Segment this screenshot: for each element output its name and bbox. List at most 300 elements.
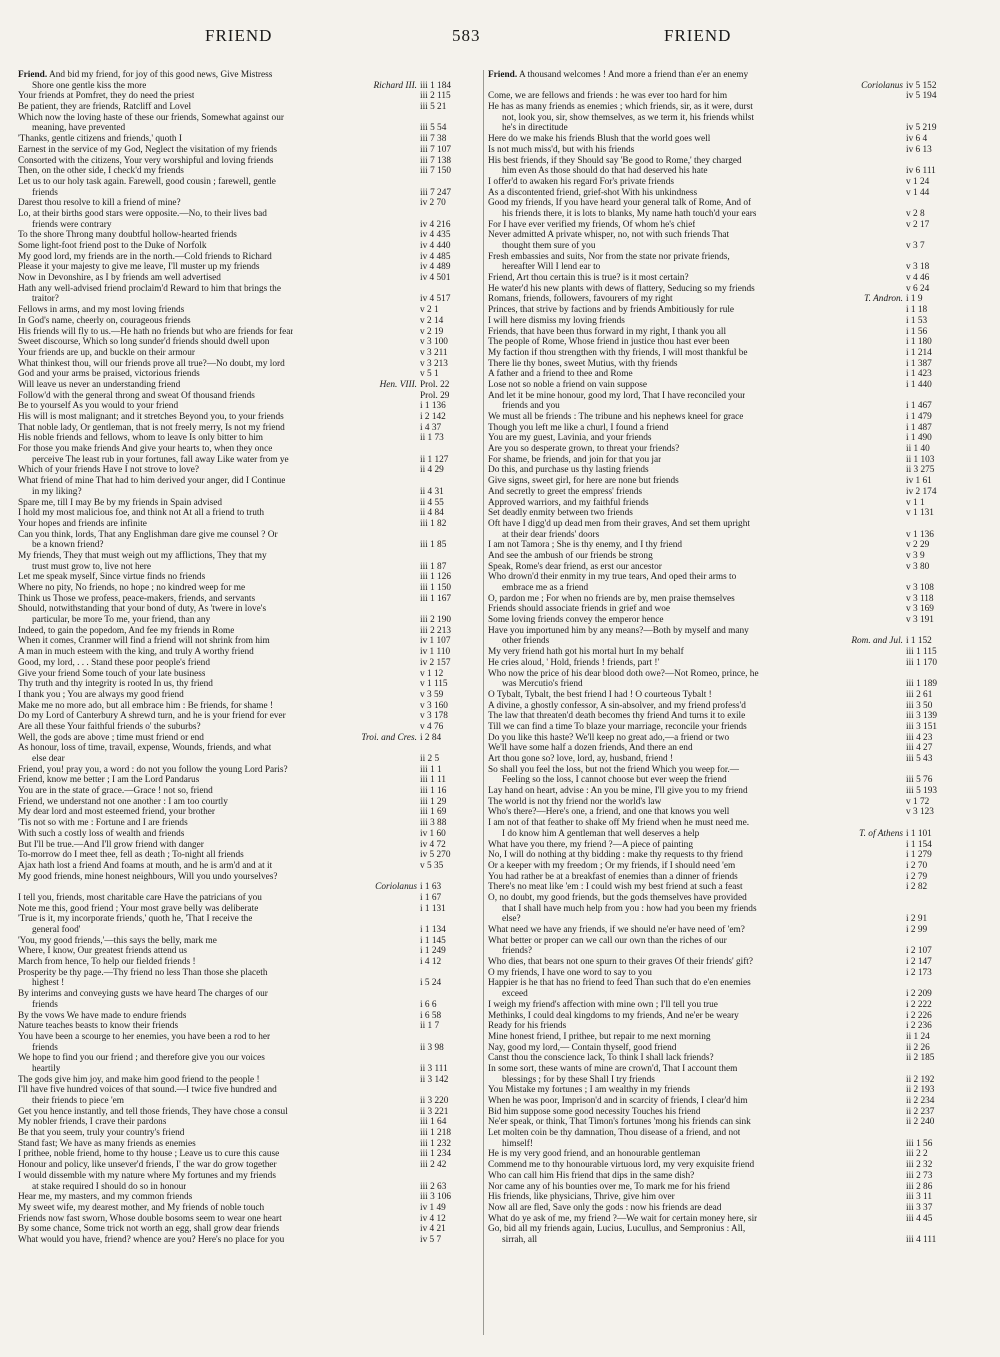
- act-scene-line-reference: iv 4 440: [420, 241, 451, 251]
- concordance-line: [18, 872, 480, 883]
- quotation-text: Friends, that have been thus forward in my right, I thank you all: [488, 326, 727, 337]
- concordance-line: [488, 444, 966, 455]
- concordance-line: [18, 465, 480, 476]
- quotation-text: I prithee, noble friend, home to thy house ; Leave us to cure this cause: [18, 1149, 280, 1160]
- concordance-line: [18, 123, 480, 134]
- concordance-line: [18, 1214, 480, 1225]
- act-scene-line-reference: ii 3 98: [420, 1042, 444, 1053]
- act-scene-line-reference: i 1 279: [906, 850, 932, 861]
- act-scene-line-reference: i 2 70: [906, 860, 928, 871]
- quotation-text: Indeed, to gain the popedom, And fee my friends in Rome: [18, 625, 235, 636]
- concordance-line: [488, 1139, 966, 1150]
- quotation-text: else?: [502, 914, 521, 925]
- quotation-text: friends: [32, 999, 58, 1010]
- concordance-line: [488, 1075, 966, 1086]
- act-scene-line-reference: v 3 9: [906, 550, 925, 561]
- concordance-line: [488, 412, 966, 423]
- act-scene-line-reference: v 3 191: [906, 615, 934, 626]
- quotation-text: Happier is he that has no friend to feed Than such that do e'en enemies: [488, 978, 751, 989]
- act-scene-line-reference: iv 5 194: [906, 91, 937, 102]
- quotation-text: That noble lady, Or gentleman, that is not freely merry, Is not my friend: [18, 422, 285, 433]
- quotation-text: By some chance, Some trick not worth an egg, shall grow dear friends: [18, 1224, 280, 1235]
- concordance-line: [18, 968, 480, 979]
- quotation-text: What need we have any friends, if we should ne'er have need of 'em?: [488, 925, 745, 935]
- concordance-line: [18, 1224, 480, 1235]
- act-scene-line-reference: iii 7 38: [420, 134, 447, 145]
- quotation-text: I hold my most malicious foe, and think not At all a friend to truth: [18, 508, 265, 519]
- concordance-line: [18, 850, 480, 861]
- act-scene-line-reference: iii 1 56: [906, 1138, 933, 1149]
- quotation-text: What friend of mine That had to him derived your anger, did I Continue: [18, 476, 286, 487]
- act-scene-line-reference: iii 1 184: [420, 80, 451, 91]
- act-scene-line-reference: iii 2 86: [906, 1181, 933, 1192]
- concordance-line: [18, 669, 480, 680]
- concordance-line: [488, 583, 966, 594]
- quotation-text: In some sort, these wants of mine are crown'd, That I account them: [488, 1063, 738, 1074]
- quotation-text: Think us Those we profess, peace-makers, friends, and servants: [18, 593, 256, 604]
- quotation-text: he's in directitude: [502, 123, 568, 134]
- quotation-text: Go, bid all my friends again, Lucius, Lucullus, and Sempronius : All,: [488, 1224, 746, 1235]
- quotation-text: Be that you seem, truly your country's friend: [18, 1128, 185, 1139]
- quotation-text: traitor?: [32, 294, 59, 305]
- concordance-line: [18, 765, 480, 776]
- concordance-line: [488, 198, 966, 209]
- quotation-text: I would dissemble with my nature where My fortunes and my friends: [18, 1170, 276, 1181]
- act-scene-line-reference: iii 2 32: [906, 1160, 933, 1171]
- act-scene-line-reference: i 1 53: [906, 315, 928, 326]
- act-scene-line-reference: v 3 160: [420, 700, 448, 711]
- quotation-text: Approved warriors, and my faithful friends: [488, 497, 649, 508]
- concordance-line: [488, 1096, 966, 1107]
- concordance-line: [488, 123, 966, 134]
- act-scene-line-reference: i 1 145: [420, 935, 446, 946]
- concordance-line: [488, 968, 966, 979]
- act-scene-line-reference: v 3 80: [906, 561, 930, 572]
- quotation-text: Who's there?—Here's one, a friend, and one that knows you well: [488, 807, 730, 818]
- quotation-text: Should, notwithstanding that your bond of duty, As 'twere in love's: [18, 604, 267, 615]
- act-scene-line-reference: iii 3 50: [906, 700, 933, 711]
- act-scene-line-reference: iii 1 29: [420, 796, 447, 807]
- concordance-line: [488, 615, 966, 626]
- quotation-text: By the vows We have made to endure friends: [18, 1010, 187, 1021]
- concordance-line: [18, 1021, 480, 1032]
- concordance-line: [488, 305, 966, 316]
- quotation-text: A man in much esteem with the king, and truly A worthy friend: [18, 647, 254, 658]
- concordance-line: [18, 1000, 480, 1011]
- quotation-text: And let it be mine honour, good my lord, That I have reconciled your: [488, 390, 746, 401]
- concordance-line: [18, 348, 480, 359]
- quotation-text: Earnest in the service of my God, Neglect the visitation of my friends: [18, 144, 277, 155]
- quotation-text: Ready for his friends: [488, 1021, 567, 1032]
- concordance-line: [488, 861, 966, 872]
- quotation-text: What do ye ask of me, my friend ?—We wait for certain money here, sir: [488, 1213, 758, 1224]
- concordance-line: [488, 145, 966, 156]
- quotation-text: Lose not so noble a friend on vain suppose: [488, 379, 648, 390]
- quotation-text: Commend me to thy honourable virtuous lord, my very exquisite friend: [488, 1160, 755, 1171]
- concordance-line: [18, 743, 480, 754]
- quotation-text: I weigh my friend's affection with mine own ; I'll tell you true: [488, 999, 718, 1010]
- quotation-text: Spare me, till I may Be by my friends in Spain advised: [18, 497, 222, 508]
- act-scene-line-reference: iii 5 54: [420, 123, 447, 134]
- act-scene-line-reference: iv 2 70: [420, 198, 446, 209]
- concordance-line: [18, 113, 480, 124]
- quotation-text: Who now the price of his dear blood doth owe?—Not Romeo, prince, he: [488, 668, 759, 679]
- quotation-text: And secretly to greet the empress' friends: [488, 486, 642, 497]
- concordance-line: [488, 156, 966, 167]
- act-scene-line-reference: iii 2 115: [420, 91, 451, 102]
- concordance-line: [18, 1203, 480, 1214]
- concordance-line: [488, 711, 966, 722]
- concordance-line: [488, 989, 966, 1000]
- concordance-line: [18, 444, 480, 455]
- act-scene-line-reference: v 1 136: [906, 529, 934, 540]
- act-scene-line-reference: iii 2 63: [420, 1181, 447, 1192]
- concordance-line: [488, 102, 966, 113]
- concordance-line: [488, 241, 966, 252]
- act-scene-line-reference: i 1 490: [906, 433, 932, 444]
- quotation-text: When he was poor, Imprison'd and in scarcity of friends, I clear'd him: [488, 1096, 748, 1106]
- act-scene-line-reference: v 4 76: [420, 721, 444, 732]
- quotation-text: blessings ; for by these Shall I try friends: [502, 1074, 655, 1085]
- quotation-text: Friend, Art thou certain this is true? is it most certain?: [488, 273, 689, 284]
- act-scene-line-reference: iv 6 13: [906, 144, 932, 155]
- quotation-text: You have been a scourge to her enemies, you have been a rod to her: [18, 1031, 271, 1042]
- quotation-text: Make me no more ado, but all embrace him : Be friends, for shame !: [18, 700, 274, 711]
- act-scene-line-reference: Prol. 29: [420, 390, 450, 401]
- quotation-text: Never admitted A private whisper, no, not with such friends That: [488, 230, 730, 241]
- left-column: [18, 70, 480, 1350]
- act-scene-line-reference: iii 4 27: [906, 743, 933, 754]
- quotation-text: Are all these Your faithful friends o' the suburbs?: [18, 721, 201, 732]
- concordance-line: [18, 604, 480, 615]
- concordance-line: [18, 401, 480, 412]
- quotation-text: Now in Devonshire, as I by friends am well advertised: [18, 273, 221, 284]
- act-scene-line-reference: iii 5 193: [906, 786, 937, 797]
- concordance-line: [488, 882, 966, 893]
- act-scene-line-reference: i 1 214: [906, 347, 932, 358]
- concordance-line: [488, 636, 966, 647]
- act-scene-line-reference: ii 3 111: [420, 1063, 448, 1074]
- concordance-line: [488, 679, 966, 690]
- quotation-text: Though you left me like a churl, I found a friend: [488, 422, 669, 433]
- act-scene-line-reference: i 4 37: [420, 422, 442, 433]
- act-scene-line-reference: i 1 136: [420, 401, 446, 412]
- concordance-line: [18, 978, 480, 989]
- act-scene-line-reference: v 2 29: [906, 540, 930, 551]
- concordance-line: [18, 70, 480, 81]
- act-scene-line-reference: ii 4 55: [420, 497, 444, 508]
- concordance-line: [18, 369, 480, 380]
- concordance-line: [18, 412, 480, 423]
- quotation-text: And see the ambush of our friends be strong: [488, 550, 653, 561]
- concordance-line: [488, 540, 966, 551]
- act-scene-line-reference: v 3 100: [420, 337, 448, 348]
- concordance-line: [488, 530, 966, 541]
- act-scene-line-reference: v 2 14: [420, 315, 444, 326]
- concordance-line: [18, 455, 480, 466]
- act-scene-line-reference: v 3 118: [906, 593, 934, 604]
- act-scene-line-reference: i 1 9: [906, 294, 923, 305]
- quotation-text: A father and a friend to thee and Rome: [488, 369, 633, 380]
- act-scene-line-reference: iii 2 42: [420, 1160, 447, 1171]
- concordance-line: [18, 91, 480, 102]
- quotation-text: heartily: [32, 1063, 61, 1074]
- concordance-line: [488, 626, 966, 637]
- concordance-line: [18, 327, 480, 338]
- act-scene-line-reference: v 3 211: [420, 347, 448, 358]
- concordance-line: [488, 572, 966, 583]
- quotation-text: Here do we make his friends Blush that the world goes well: [488, 134, 711, 145]
- quotation-text: himself!: [502, 1138, 533, 1149]
- concordance-line: [488, 957, 966, 968]
- concordance-line: [488, 797, 966, 808]
- concordance-line: [488, 519, 966, 530]
- quotation-text: His friends will fly to us.—He hath no friends but who are friends for fear: [18, 326, 294, 337]
- concordance-line: [488, 316, 966, 327]
- quotation-text: Do this, and purchase us thy lasting friends: [488, 465, 649, 476]
- concordance-line: [18, 1032, 480, 1043]
- act-scene-line-reference: ii 2 5: [420, 754, 440, 764]
- concordance-line: [18, 989, 480, 1000]
- act-scene-line-reference: ii 4 84: [420, 508, 444, 519]
- act-scene-line-reference: i 1 440: [906, 379, 932, 390]
- act-scene-line-reference: iv 6 4: [906, 134, 928, 145]
- act-scene-line-reference: iii 1 218: [420, 1128, 451, 1139]
- act-scene-line-reference: iv 5 270: [420, 850, 451, 861]
- quotation-text: For shame, be friends, and join for that you jar: [488, 454, 662, 465]
- quotation-text: There's no meat like 'em : I could wish my best friend at such a feast: [488, 882, 743, 893]
- act-scene-line-reference: v 1 44: [906, 187, 930, 198]
- concordance-line: [488, 829, 966, 840]
- act-scene-line-reference: iii 3 151: [906, 721, 937, 732]
- concordance-line: [488, 1235, 966, 1246]
- act-scene-line-reference: i 1 479: [906, 412, 932, 422]
- concordance-line: [18, 733, 480, 744]
- act-scene-line-reference: iii 1 115: [906, 647, 937, 658]
- concordance-line: [18, 1117, 480, 1128]
- quotation-text: Or a keeper with my freedom ; Or my friends, if I should need 'em: [488, 860, 736, 871]
- act-scene-line-reference: ii 2 26: [906, 1042, 930, 1053]
- act-scene-line-reference: v 1 115: [420, 679, 448, 690]
- act-scene-line-reference: iii 1 69: [420, 807, 447, 818]
- quotation-text: Set deadly enmity between two friends: [488, 508, 633, 519]
- quotation-text: We must all be friends : The tribune and his nephews kneel for grace: [488, 412, 744, 422]
- act-scene-line-reference: i 1 487: [906, 422, 932, 433]
- quotation-text: Do my Lord of Canterbury A shrewd turn, and he is your friend for ever: [18, 711, 286, 722]
- act-scene-line-reference: iii 1 85: [420, 540, 447, 551]
- quotation-text: Feeling so the loss, I cannot choose but ever weep the friend: [502, 775, 727, 786]
- act-scene-line-reference: i 2 173: [906, 967, 932, 978]
- concordance-line: [488, 1032, 966, 1043]
- act-scene-line-reference: v 3 108: [906, 583, 934, 593]
- concordance-line: [488, 765, 966, 776]
- play-title: Troi. and Cres.: [361, 732, 417, 743]
- concordance-line: [18, 946, 480, 957]
- act-scene-line-reference: v 6 24: [906, 283, 930, 294]
- act-scene-line-reference: iv 5 152: [906, 80, 937, 91]
- quotation-text: But I'll be true.—And I'll grow friend with danger: [18, 839, 204, 850]
- quotation-text: Who dies, that bears not one spurn to their graves Of their friends' gift?: [488, 957, 754, 968]
- concordance-line: [18, 679, 480, 690]
- quotation-text: Honour and policy, like unsever'd friends, I' the war do grow together: [18, 1160, 277, 1171]
- quotation-text: Your friends are up, and buckle on their armour: [18, 347, 195, 358]
- concordance-line: [488, 594, 966, 605]
- concordance-line: [18, 508, 480, 519]
- act-scene-line-reference: iii 2 73: [906, 1170, 933, 1181]
- concordance-line: [488, 946, 966, 957]
- quotation-text: Ne'er speak, or think, That Timon's fortunes 'mong his friends can sink: [488, 1117, 751, 1128]
- concordance-line: [488, 177, 966, 188]
- quotation-text: My friends, They that must weigh out my afflictions, They that my: [18, 550, 267, 561]
- concordance-line: [488, 904, 966, 915]
- act-scene-line-reference: i 2 79: [906, 871, 928, 882]
- concordance-line: [18, 936, 480, 947]
- quotation-text: Sweet discourse, Which so long sunder'd friends should dwell upon: [18, 337, 270, 348]
- concordance-line: [18, 754, 480, 765]
- act-scene-line-reference: iii 1 126: [420, 572, 451, 583]
- concordance-line: [488, 230, 966, 241]
- act-scene-line-reference: i 2 107: [906, 946, 932, 957]
- quotation-text: that I shall have much help from you : how had you been my friends: [502, 903, 757, 914]
- quotation-text: I do know him A gentleman that well deserves a help: [502, 828, 700, 839]
- concordance-line: [488, 690, 966, 701]
- concordance-line: [18, 359, 480, 370]
- quotation-text: Friend, know me better ; I am the Lord Pandarus: [18, 775, 200, 786]
- act-scene-line-reference: iii 7 150: [420, 166, 451, 177]
- header-left-word: FRIEND: [205, 26, 273, 45]
- act-scene-line-reference: iii 1 64: [420, 1117, 447, 1128]
- act-scene-line-reference: ii 3 220: [420, 1096, 449, 1106]
- quotation-text: Are you so desperate grown, to threat your friends?: [488, 444, 680, 455]
- act-scene-line-reference: v 3 178: [420, 711, 448, 722]
- act-scene-line-reference: ii 2 240: [906, 1117, 935, 1128]
- concordance-line: [488, 401, 966, 412]
- concordance-line: [488, 701, 966, 712]
- concordance-line: [18, 925, 480, 936]
- concordance-line: [488, 498, 966, 509]
- act-scene-line-reference: v 3 18: [906, 262, 930, 273]
- quotation-text: trust must grow to, live not here: [32, 561, 152, 572]
- concordance-line: [488, 1149, 966, 1160]
- act-scene-line-reference: iii 1 232: [420, 1138, 451, 1149]
- concordance-line: [488, 647, 966, 658]
- act-scene-line-reference: iii 1 11: [420, 775, 446, 786]
- quotation-text: Can you think, lords, That any Englishman dare give me counsel ? Or: [18, 529, 278, 540]
- quotation-text: Romans, friends, followers, favourers of my right: [488, 294, 673, 305]
- quotation-text: We'll have some half a dozen friends, And there an end: [488, 743, 693, 754]
- act-scene-line-reference: i 2 91: [906, 914, 928, 925]
- concordance-line: [488, 604, 966, 615]
- quotation-text: Your hopes and friends are infinite: [18, 518, 147, 529]
- concordance-line: [488, 1064, 966, 1075]
- concordance-line: [488, 380, 966, 391]
- concordance-line: [488, 134, 966, 145]
- quotation-text: Good, my lord, . . . Stand these poor people's friend: [18, 657, 210, 668]
- concordance-line: [488, 1192, 966, 1203]
- quotation-text: Get you hence instantly, and tell those friends, They have chose a consul: [18, 1106, 288, 1117]
- concordance-line: [18, 487, 480, 498]
- act-scene-line-reference: v 4 46: [906, 273, 930, 284]
- quotation-text: His friends, like physicians, Thrive, give him over: [488, 1192, 675, 1203]
- concordance-line: [488, 166, 966, 177]
- concordance-line: [18, 690, 480, 701]
- act-scene-line-reference: i 6 58: [420, 1010, 442, 1021]
- quotation-text: Give signs, sweet girl, for here are none but friends: [488, 476, 679, 487]
- quotation-text: O, pardon me ; For when no friends are by, men praise themselves: [488, 593, 735, 604]
- act-scene-line-reference: i 1 249: [420, 946, 446, 957]
- act-scene-line-reference: ii 3 221: [420, 1106, 449, 1117]
- concordance-line: [488, 936, 966, 947]
- quotation-text: Who drown'd their enmity in my true tears, And oped their arms to: [488, 572, 737, 583]
- quotation-text: Darest thou resolve to kill a friend of mine?: [18, 198, 181, 209]
- concordance-line: [18, 893, 480, 904]
- concordance-line: [18, 241, 480, 252]
- concordance-line: [488, 1128, 966, 1139]
- headword: Friend.: [488, 70, 518, 80]
- quotation-text: friends were contrary: [32, 219, 112, 230]
- quotation-text: Friend. And bid my friend, for joy of this good news, Give Mistress: [18, 70, 273, 80]
- concordance-line: [18, 626, 480, 637]
- concordance-line: [18, 1043, 480, 1054]
- quotation-text: in my liking?: [32, 486, 82, 497]
- act-scene-line-reference: iii 1 16: [420, 786, 447, 797]
- quotation-text: He cries aloud, ' Hold, friends ! friends, part !': [488, 657, 660, 668]
- concordance-line: [488, 1203, 966, 1214]
- act-scene-line-reference: i 1 101: [906, 828, 932, 839]
- act-scene-line-reference: ii 3 142: [420, 1074, 449, 1085]
- act-scene-line-reference: iii 7 247: [420, 187, 451, 198]
- concordance-line: [488, 209, 966, 220]
- quotation-text: Hear me, my masters, and my common friends: [18, 1192, 193, 1203]
- act-scene-line-reference: iv 4 72: [420, 839, 446, 850]
- concordance-line: [18, 818, 480, 829]
- quotation-text: You Mistake my fortunes ; I am wealthy in my friends: [488, 1085, 691, 1096]
- concordance-line: [18, 1128, 480, 1139]
- concordance-line: [488, 1182, 966, 1193]
- concordance-line: [488, 786, 966, 797]
- concordance-line: [18, 829, 480, 840]
- quotation-text: My dear lord and most esteemed friend, your brother: [18, 807, 215, 818]
- act-scene-line-reference: iv 2 157: [420, 657, 451, 668]
- quotation-text: particular, be more To me, your friend, than any: [32, 615, 211, 626]
- column-divider: [483, 70, 484, 1335]
- act-scene-line-reference: ii 1 40: [906, 444, 930, 455]
- quotation-text: My nobler friends, I crave their pardons: [18, 1117, 167, 1128]
- act-scene-line-reference: iv 4 21: [420, 1224, 446, 1235]
- concordance-line: [18, 1085, 480, 1096]
- act-scene-line-reference: iii 5 76: [906, 775, 933, 786]
- play-title: Richard III.: [373, 80, 417, 91]
- quotation-text: I'll have five hundred voices of that sound.—I twice five hundred and: [18, 1085, 277, 1096]
- concordance-line: [18, 572, 480, 583]
- concordance-line: [18, 1075, 480, 1086]
- quotation-text: his friends there, it is lots to blanks, My name hath touch'd your ears: [502, 208, 757, 219]
- quotation-text: Stand fast; We have as many friends as enemies: [18, 1138, 196, 1149]
- concordance-line: [488, 433, 966, 444]
- act-scene-line-reference: v 3 123: [906, 807, 934, 818]
- quotation-text: Friend. A thousand welcomes ! And more a friend than e'er an enemy: [488, 70, 749, 80]
- concordance-line: [488, 369, 966, 380]
- concordance-line: [488, 743, 966, 754]
- act-scene-line-reference: iv 4 517: [420, 294, 451, 305]
- quotation-text: Please it your majesty to give me leave, I'll muster up my friends: [18, 262, 260, 273]
- quotation-text: He water'd his new plants with dews of flattery, Seducing so my friends: [488, 283, 755, 294]
- concordance-line: [488, 658, 966, 669]
- quotation-text: Lay hand on heart, advise : An you be mine, I'll give you to my friend: [488, 786, 748, 797]
- quotation-text: So shall you feel the loss, but not the friend Which you weep for.—: [488, 764, 740, 775]
- act-scene-line-reference: iii 1 167: [420, 593, 451, 604]
- concordance-line: [18, 198, 480, 209]
